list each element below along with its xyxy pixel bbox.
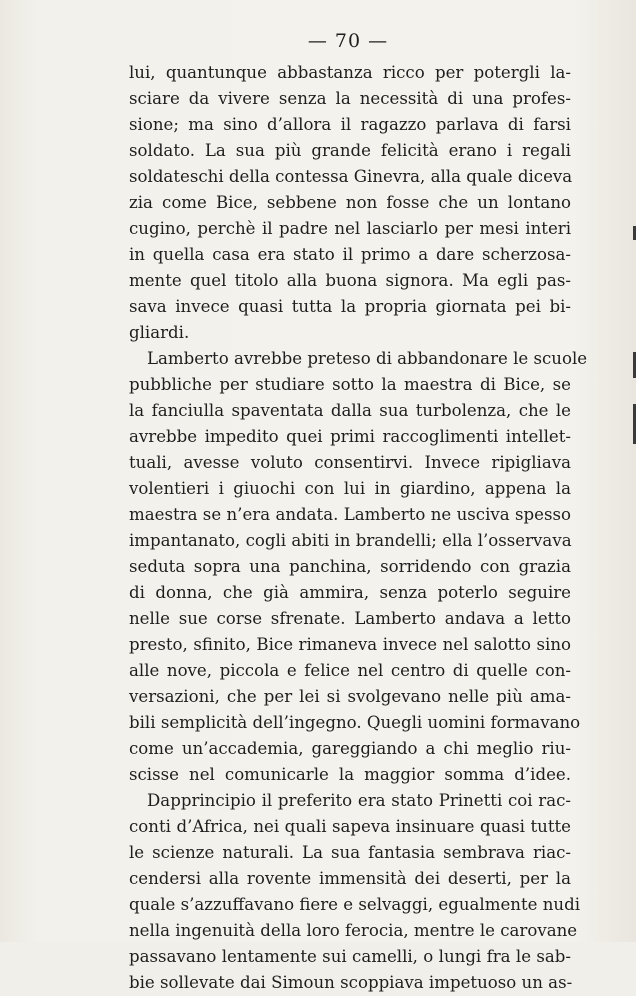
- page-number: — 70 —: [307, 30, 389, 52]
- page-text: [129, 60, 588, 996]
- text-line: bie sollevate dai Simoun scoppiava impetuoso un as-: [129, 973, 573, 992]
- text-line: cendersi alla rovente immensità dei deserti, per la: [129, 869, 571, 888]
- text-line: pubbliche per studiare sotto la maestra di Bice, se: [129, 375, 571, 394]
- text-line: Lamberto avrebbe preteso di abbandonare le scuole: [147, 349, 588, 368]
- text-line: bili semplicità dell’ingegno. Quegli uomini formavano: [129, 713, 581, 732]
- text-line: conti d’Africa, nei quali sapeva insinuare quasi tutte: [129, 817, 571, 836]
- text-line: nella ingenuità della loro ferocia, mentre le carovane: [129, 921, 578, 940]
- text-line: sava invece quasi tutta la propria giornata pei bi-: [129, 297, 571, 316]
- text-line: seduta sopra una panchina, sorridendo con grazia: [129, 557, 571, 576]
- text-line: volentieri i giuochi con lui in giardino, appena la: [129, 479, 571, 498]
- text-line: le scienze naturali. La sua fantasia sembrava riac-: [129, 843, 571, 862]
- text-line: presto, sfinito, Bice rimaneva invece nel salotto sino: [129, 635, 571, 654]
- text-line: soldato. La sua più grande felicità erano i regali: [129, 141, 571, 160]
- text-line: come un’accademia, gareggiando a chi meglio riu-: [129, 739, 571, 758]
- text-line: soldateschi della contessa Ginevra, alla quale diceva: [129, 167, 573, 186]
- text-line: avrebbe impedito quei primi raccoglimenti intellet-: [129, 427, 571, 446]
- text-line: Dapprincipio il preferito era stato Prinetti coi rac-: [147, 791, 571, 810]
- text-line: mente quel titolo alla buona signora. Ma egli pas-: [129, 271, 571, 290]
- text-line: sione; ma sino d’allora il ragazzo parlava di farsi: [129, 115, 571, 134]
- text-line: alle nove, piccola e felice nel centro di quelle con-: [129, 661, 571, 680]
- paragraph-3: [129, 788, 581, 996]
- text-line: sciare da vivere senza la necessità di una profes-: [129, 89, 571, 108]
- text-line: gliardi.: [129, 323, 190, 342]
- text-line: di donna, che già ammira, senza poterlo seguire: [129, 583, 571, 602]
- text-line: lui, quantunque abbastanza ricco per potergli la-: [129, 63, 571, 82]
- text-line: impantanato, cogli abiti in brandelli; ella l’osservava: [129, 531, 572, 550]
- text-line: cugino, perchè il padre nel lasciarlo per mesi interi: [129, 219, 571, 238]
- paragraph-2: [129, 346, 588, 788]
- text-line: nelle sue corse sfrenate. Lamberto andava a letto: [129, 609, 571, 628]
- text-line: tuali, avesse voluto consentirvi. Invece ripigliava: [129, 453, 571, 472]
- text-line: versazioni, che per lei si svolgevano nelle più ama-: [129, 687, 571, 706]
- text-line: passavano lentamente sui camelli, o lungi fra le sab-: [129, 947, 571, 966]
- text-line: maestra se n’era andata. Lamberto ne usciva spesso: [129, 505, 571, 524]
- text-line: in quella casa era stato il primo a dare scherzosa-: [129, 245, 571, 264]
- text-line: quale s’azzuffavano fiere e selvaggi, egualmente nudi: [129, 895, 581, 914]
- text-line: zia come Bice, sebbene non fosse che un lontano: [129, 193, 571, 212]
- text-line: la fanciulla spaventata dalla sua turbolenza, che le: [129, 401, 571, 420]
- text-line: scisse nel comunicarle la maggior somma d’idee.: [129, 765, 571, 784]
- paragraph-1: [129, 60, 571, 346]
